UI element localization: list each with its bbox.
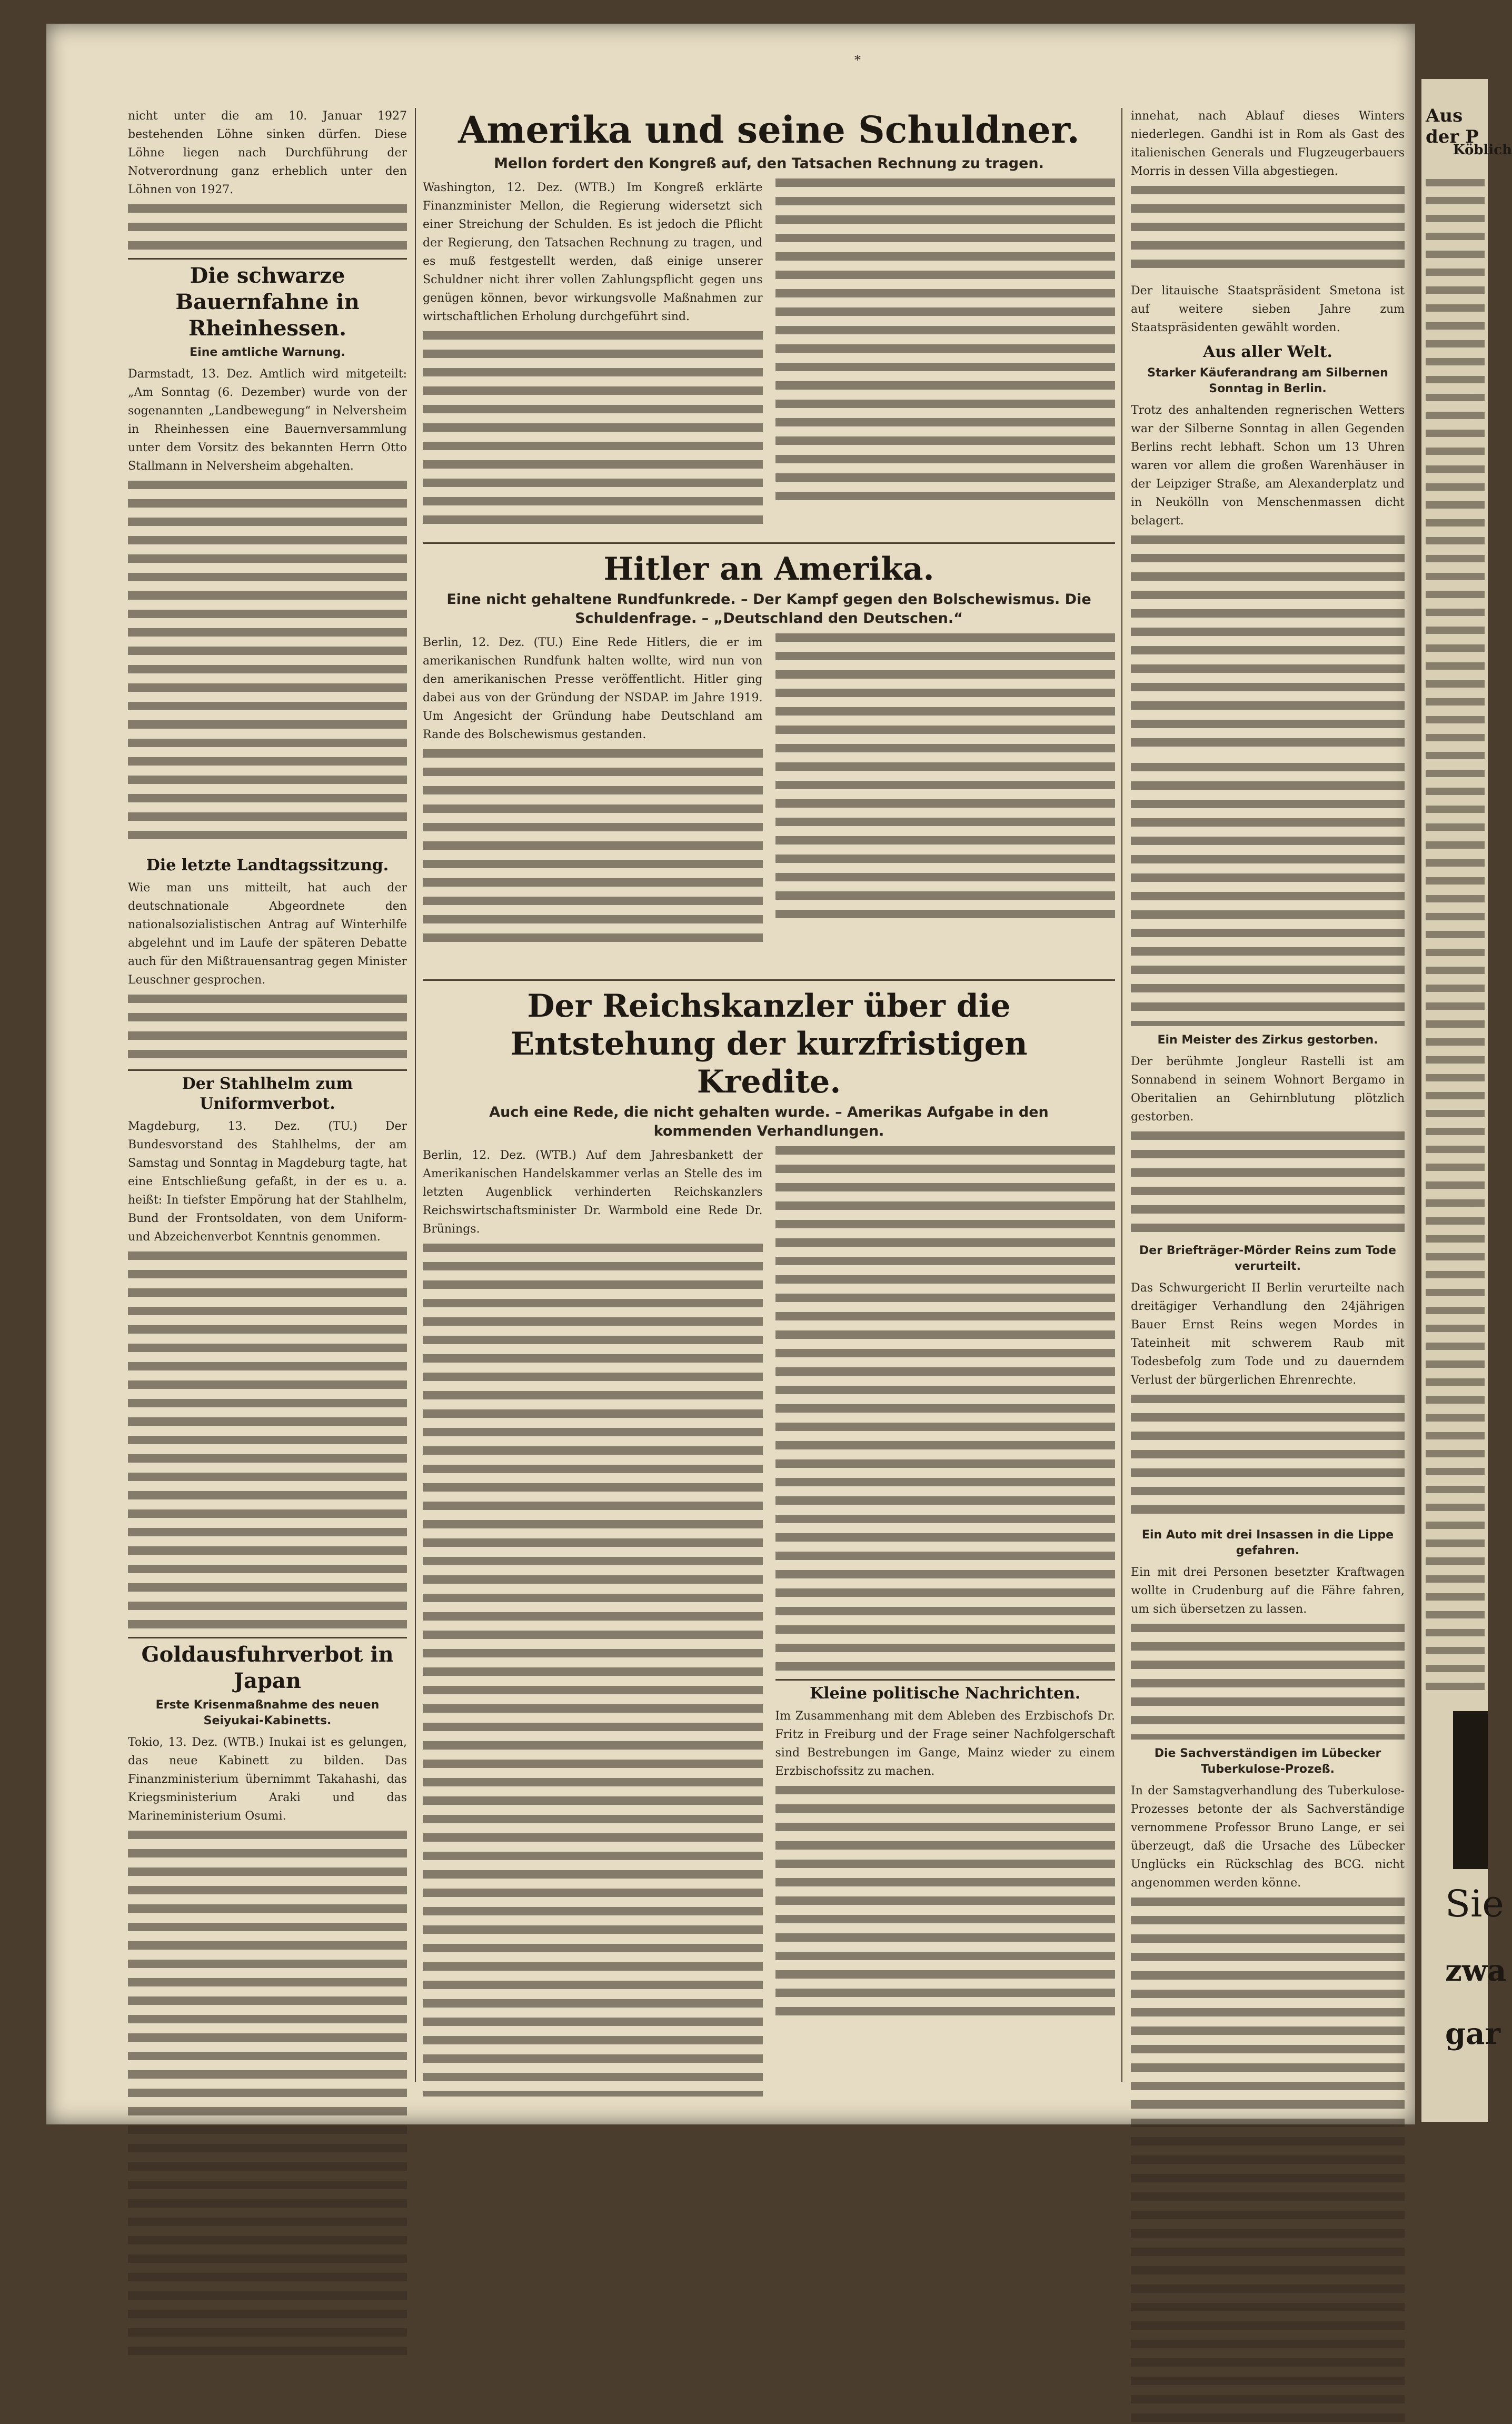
tuberkulose-lead: In der Samstagverhandlung des Tuberkulose-Prozesses betonte der als Sachverständige vernommene Professor Bruno Lange, er sei überzeugt, daß die Ursache des Lübecker Unglücks ein Rückschlag des BCG. nicht angenommen werden könne. [1131, 1784, 1405, 1890]
gandhi-lead: innehat, nach Ablauf dieses Winters niederlegen. Gandhi ist in Rom als Gast des italienischen Generals und Flugzeugerbauers Morris in dessen Villa abgestiegen. [1131, 110, 1405, 178]
text-block [1131, 1624, 1405, 1740]
politik-headline: Kleine politische Nachrichten. [810, 1684, 1081, 1703]
reins-headline: Der Briefträger-Mörder Reins zum Tode verurteilt. [1139, 1244, 1396, 1273]
bauernfahne-subtitle: Eine amtliche Warnung. [190, 346, 345, 359]
column-rule [415, 108, 416, 2082]
text-block [1131, 763, 1405, 1026]
reichskanzler-article [423, 987, 1115, 2082]
horizontal-rule [423, 979, 1115, 981]
landtag-headline: Die letzte Landtagssitzung. [146, 856, 389, 875]
bauernfahne-headline: Die schwarze Bauernfahne in Rheinhessen. [175, 263, 360, 341]
text-block [128, 481, 407, 849]
amerika-article [423, 108, 1115, 540]
divider [128, 258, 407, 260]
text-block [775, 178, 1116, 510]
welt-headline: Aus aller Welt. [1202, 343, 1333, 361]
text-block [423, 1244, 763, 2097]
stahlhelm-headline: Der Stahlhelm zum Uniformverbot. [182, 1075, 353, 1113]
text-block [1131, 535, 1405, 757]
text-block [1426, 179, 1485, 1701]
reichskanzler-lead: Berlin, 12. Dez. (WTB.) Auf dem Jahresbankett der Amerikanischen Handelskammer verlas an Stelle des im letzten Augenblick verhinderten Reichskanzlers Reichswirtschaftsminister Dr. Warmbold eine Rede Dr. Brünings. [423, 1149, 763, 1236]
adjacent-fragment: Sie [1445, 1882, 1504, 1925]
hitler-headline: Hitler an Amerika. [603, 551, 934, 588]
article-continuation: nicht unter die am 10. Januar 1927 bestehenden Löhne sinken dürfen. Diese Löhne liegen nach Durchführung der Notverordnung ganz erheblich unter den Löhnen von 1927. [128, 110, 407, 196]
bauernfahne-lead: Darmstadt, 13. Dez. Amtlich wird mitgeteilt: „Am Sonntag (6. Dezember) wurde von der sogenannten „Landbewegung“ in Nelversheim in Rheinhessen eine Bauernversammlung unter dem Vorsitz des bekannten Herrn Otto Stallmann in Nelversheim abgehalten. [128, 367, 407, 473]
lippe-lead: Ein mit drei Personen besetzter Kraftwagen wollte in Crudenburg auf die Fähre fahren, um sich übersetzen zu lassen. [1131, 1566, 1405, 1616]
adjacent-fragment: zwa [1445, 1953, 1507, 1988]
reichskanzler-subtitle: Auch eine Rede, die nicht gehalten wurde. – Amerikas Aufgabe in den kommenden Verhandlungen. [489, 1104, 1049, 1139]
ad-letter-block [1453, 1711, 1488, 1869]
text-block [128, 995, 407, 1063]
text-block [128, 1831, 407, 2357]
landtag-lead: Wie man uns mitteilt, hat auch der deutschnationale Abgeordnete den nationalsozialistischen Antrag auf Winterhilfe abgelehnt und im Laufe der späteren Debatte auch für den Mißtrauensantrag gegen Minister Leuschner gesprochen. [128, 881, 407, 987]
reins-lead: Das Schwurgericht II Berlin verurteilte nach dreitägiger Verhandlung den 24jährigen Bauer Ernst Reins wegen Mordes in Tateinheit mit schwerem Raub mit Todesbefolg zum Tode und zu dauerndem Verlust der bürgerlichen Ehrenrechte. [1131, 1281, 1405, 1387]
horizontal-rule [423, 542, 1115, 544]
text-block [775, 633, 1116, 928]
zirkus-headline: Ein Meister des Zirkus gestorben. [1157, 1034, 1378, 1047]
column-4 [1131, 107, 1405, 2097]
divider [775, 1679, 1116, 1681]
japan-headline: Goldausfuhrverbot in Japan [141, 1642, 394, 1693]
newspaper-page [46, 24, 1415, 2124]
text-block [423, 749, 763, 949]
text-block [423, 331, 763, 531]
hitler-subtitle: Eine nicht gehaltene Rundfunkrede. – Der Kampf gegen den Bolschewismus. Die Schuldenfrage. – „Deutschland den Deutschen.“ [446, 591, 1091, 627]
text-block [128, 1251, 407, 1631]
text-block [1131, 1131, 1405, 1237]
text-block [775, 1786, 1116, 2023]
column-1 [128, 107, 407, 2097]
text-block [1131, 186, 1405, 275]
adjacent-heading: Aus der P [1426, 105, 1479, 147]
adjacent-fragment: gar [1445, 2016, 1500, 2051]
hitler-article [423, 550, 1115, 982]
adjacent-fragment: Köblich [1453, 142, 1512, 158]
amerika-lead: Washington, 12. Dez. (WTB.) Im Kongreß erklärte Finanzminister Mellon, die Regierung widersetzt sich einer Streichung der Schulden. Es ist jedoch die Pflicht der Regierung, den Tatsachen Rechnung zu tragen, und es muß festgestellt werden, daß einige unserer Schuldner nicht ihrer vollen Zahlungspflicht gegen uns genügen können, bevor wirkungsvolle Maßnahmen zur wirtschaftlichen Erholung durchgeführt sind. [423, 181, 763, 323]
hitler-lead: Berlin, 12. Dez. (TU.) Eine Rede Hitlers, die er im amerikanischen Rundfunk halten wollte, wird nun von den amerikanischen Presse veröffentlicht. Hitler ging dabei aus von der Gründung der NSDAP. im Jahre 1919. Um Angesicht der Gründung habe Deutschland am Rande des Bolschewismus gestanden. [423, 636, 763, 741]
smetona-lead: Der litauische Staatspräsident Smetona ist auf weitere sieben Jahre zum Staatspräsidenten gewählt worden. [1131, 284, 1405, 334]
amerika-headline: Amerika und seine Schuldner. [458, 108, 1080, 152]
lippe-headline: Ein Auto mit drei Insassen in die Lippe gefahren. [1141, 1528, 1394, 1557]
welt-lead: Trotz des anhaltenden regnerischen Wetters war der Silberne Sonntag in allen Gegenden Berlins recht lebhaft. Schon um 13 Uhren waren vor allem die großen Warenhäuser in der Leipziger Straße, am Alexanderplatz und in Neukölln von Menschenmassen dicht belagert. [1131, 404, 1405, 528]
page-number: * [854, 53, 861, 67]
divider [128, 1637, 407, 1638]
divider [128, 1069, 407, 1071]
tuberkulose-headline: Die Sachverständigen im Lübecker Tuberkulose-Prozeß. [1154, 1747, 1381, 1776]
stahlhelm-lead: Magdeburg, 13. Dez. (TU.) Der Bundesvorstand des Stahlhelms, der am Samstag und Sonntag in Magdeburg tagte, hat eine Entschließung gefaßt, in der es u. a. heißt: In tiefster Empörung hat der Stahlhelm, Bund der Frontsoldaten, von dem Uniform- und Abzeichenverbot Kenntnis genommen. [128, 1120, 407, 1244]
welt-subtitle: Starker Käuferandrang am Silbernen Sonntag in Berlin. [1147, 366, 1388, 395]
text-block [1131, 1898, 1405, 2424]
zirkus-lead: Der berühmte Jongleur Rastelli ist am Sonnabend in seinem Wohnort Bergamo in Oberitalien an Gehirnblutung plötzlich gestorben. [1131, 1055, 1405, 1124]
text-block [775, 1146, 1116, 1673]
text-block [1131, 1395, 1405, 1521]
reichskanzler-headline: Der Reichskanzler über die Entstehung der kurzfristigen Kredite. [510, 988, 1028, 1100]
politik-lead: Im Zusammenhang mit dem Ableben des Erzbischofs Dr. Fritz in Freiburg und der Frage seiner Nachfolgerschaft sind Bestrebungen im Gange, Mainz wieder zu einem Erzbischofssitz zu machen. [775, 1710, 1115, 1778]
column-rule [1121, 108, 1122, 2082]
text-block [128, 204, 407, 252]
japan-subtitle: Erste Krisenmaßnahme des neuen Seiyukai-Kabinetts. [155, 1698, 380, 1727]
adjacent-page [1421, 79, 1512, 2122]
amerika-subtitle: Mellon fordert den Kongreß auf, den Tatsachen Rechnung zu tragen. [494, 155, 1044, 172]
japan-lead: Tokio, 13. Dez. (WTB.) Inukai ist es gelungen, das neue Kabinett zu bilden. Das Finanzministerium übernimmt Takahashi, das Kriegsministerium Araki und das Marineministerium Osumi. [128, 1736, 407, 1823]
